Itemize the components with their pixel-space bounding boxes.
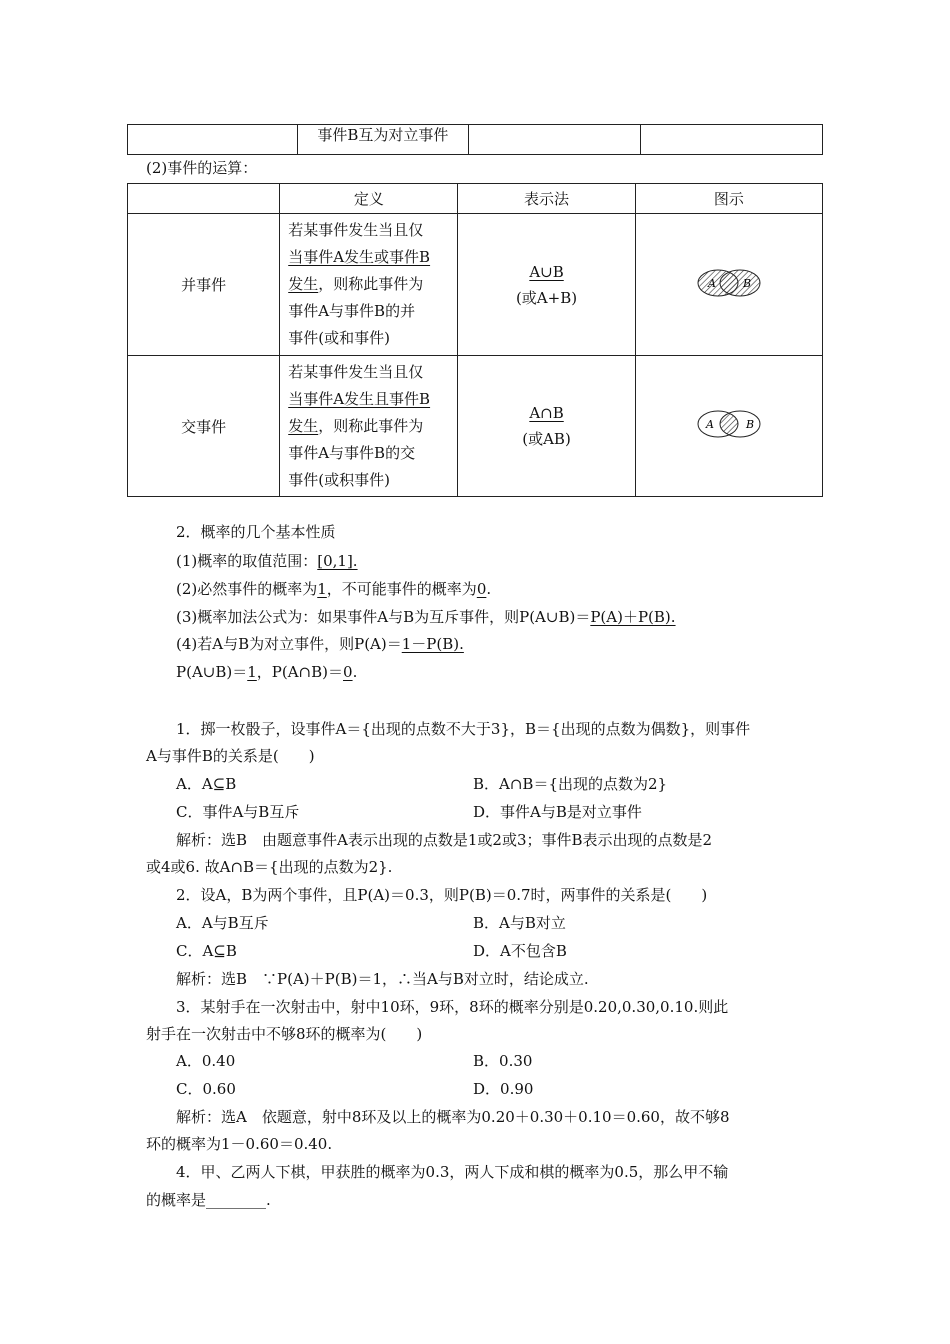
- prop-text: (4)若A与B为对立事件，则P(A)＝: [176, 635, 402, 653]
- prop-answer: [0,1].: [317, 552, 358, 570]
- prop-answer: 0: [476, 580, 487, 598]
- def-line: 事件(或积事件): [288, 470, 390, 489]
- prop-text: .: [352, 663, 358, 681]
- option: D．A不包含B: [473, 942, 567, 960]
- row-name-union: 并事件: [128, 214, 280, 356]
- def-line: 事件(或和事件): [288, 329, 390, 347]
- prop-answer: 1: [247, 663, 257, 681]
- option: D．事件A与B是对立事件: [473, 803, 642, 821]
- option: B．0.30: [473, 1052, 533, 1070]
- def-line: 若某事件发生当且仅: [288, 221, 424, 239]
- notation-alt: (或AB): [522, 430, 571, 448]
- union-venn-diagram: [694, 263, 764, 303]
- label-b: B: [745, 418, 754, 431]
- solution-line: 环的概率为1－0.60＝0.40.: [146, 1135, 333, 1153]
- def-line: 发生，则称此事件为: [288, 275, 424, 293]
- option: A．0.40: [176, 1052, 236, 1070]
- solution-line: 解析：选B ∵P(A)＋P(B)＝1，∴当A与B对立时，结论成立.: [176, 970, 589, 988]
- intersection-definition: [280, 356, 458, 497]
- prop-answer: 1: [317, 580, 327, 598]
- solution-line: 或4或6. 故A∩B＝{出现的点数为2}.: [146, 858, 393, 876]
- prop-text: (3)概率加法公式为：如果事件A与B为互斥事件，则P(A∪B)＝: [176, 608, 591, 626]
- option: C．0.60: [176, 1080, 236, 1098]
- prop-answer: P(A)＋P(B).: [590, 608, 676, 626]
- top-table: [127, 124, 823, 155]
- union-diagram-cell: [635, 214, 822, 356]
- notation: A∩B: [529, 404, 564, 422]
- prop-answer: 1－P(B).: [401, 635, 464, 653]
- label-b: B: [742, 276, 751, 290]
- solution-line: 解析：选B 由题意事件A表示出现的点数是1或2或3；事件B表示出现的点数是2: [176, 831, 713, 849]
- def-line: 当事件A发生或事件B: [288, 248, 431, 266]
- prop-5: [176, 661, 357, 682]
- question-line: A与事件B的关系是( ): [146, 747, 315, 765]
- prop-text: ，P(A∩B)＝: [256, 663, 344, 681]
- ops-table: [127, 183, 823, 497]
- label-a: A: [707, 276, 716, 290]
- question-line: 的概率是________.: [146, 1191, 271, 1209]
- solution-line: 解析：选A 依题意，射中8环及以上的概率为0.20＋0.30＋0.10＝0.60，故不够8: [176, 1108, 730, 1126]
- option: A．A⊆B: [176, 775, 237, 793]
- row-name-intersection: 交事件: [128, 356, 280, 497]
- option: D．0.90: [473, 1080, 534, 1098]
- def-line: 当事件A发生且事件B: [288, 389, 431, 408]
- prop-text: ，不可能事件的概率为: [326, 580, 477, 598]
- prop-3: [176, 606, 676, 627]
- prop-text: (2)必然事件的概率为: [176, 580, 318, 598]
- def-line: 事件A与事件B的交: [288, 443, 416, 462]
- label-a: A: [705, 418, 714, 431]
- top-table-cell: [468, 125, 640, 155]
- intersection-notation: [458, 356, 635, 497]
- option: B．A与B对立: [473, 914, 566, 932]
- prop-text: P(A∪B)＝: [176, 663, 248, 681]
- top-table-cell: [128, 125, 298, 155]
- notation-alt: (或A+B): [515, 288, 578, 307]
- intersection-diagram-cell: [635, 356, 822, 497]
- option: C．事件A与B互斥: [176, 803, 300, 821]
- prop-text: .: [486, 580, 492, 598]
- question-line: 1．掷一枚骰子，设事件A＝{出现的点数不大于3}，B＝{出现的点数为偶数}，则事件: [176, 720, 751, 738]
- top-table-cell: [640, 125, 822, 155]
- set-b-ellipse: [720, 270, 760, 296]
- prop-4: [176, 633, 464, 654]
- union-definition: [280, 214, 458, 356]
- props-title: 2．概率的几个基本性质: [176, 523, 336, 541]
- intersection-venn-diagram: [694, 404, 764, 444]
- header-definition: 定义: [280, 184, 458, 214]
- question-line: 2．设A，B为两个事件，且P(A)＝0.3，则P(B)＝0.7时，两事件的关系是( ): [176, 886, 708, 904]
- question-line: 射手在一次射击中不够8环的概率为( ): [146, 1025, 423, 1043]
- header-notation: 表示法: [458, 184, 635, 214]
- prop-answer: 0: [343, 663, 353, 681]
- def-line: 发生，则称此事件为: [288, 416, 424, 435]
- def-line: 事件A与事件B的并: [288, 302, 416, 320]
- prop-1: [176, 550, 358, 571]
- prop-text: (1)概率的取值范围：: [176, 552, 318, 570]
- prop-2: [176, 578, 491, 599]
- union-notation: [458, 214, 635, 356]
- question-line: 4．甲、乙两人下棋，甲获胜的概率为0.3，两人下成和棋的概率为0.5，那么甲不输: [176, 1163, 729, 1181]
- def-line: 若某事件发生当且仅: [288, 362, 424, 381]
- top-table-cell: 事件B互为对立事件: [298, 125, 468, 155]
- header-diagram: 图示: [635, 184, 822, 214]
- option: B．A∩B＝{出现的点数为2}: [473, 775, 668, 793]
- notation: A∪B: [529, 262, 564, 281]
- header-cell: [128, 184, 280, 214]
- option: A．A与B互斥: [176, 914, 269, 932]
- ops-heading: (2)事件的运算：: [146, 159, 258, 177]
- def-underlined: 发生: [288, 416, 319, 435]
- option: C．A⊆B: [176, 942, 237, 960]
- def-underlined: 发生: [288, 275, 319, 293]
- question-line: 3．某射手在一次射击中，射中10环，9环，8环的概率分别是0.20,0.30,0.10.则此: [176, 998, 729, 1016]
